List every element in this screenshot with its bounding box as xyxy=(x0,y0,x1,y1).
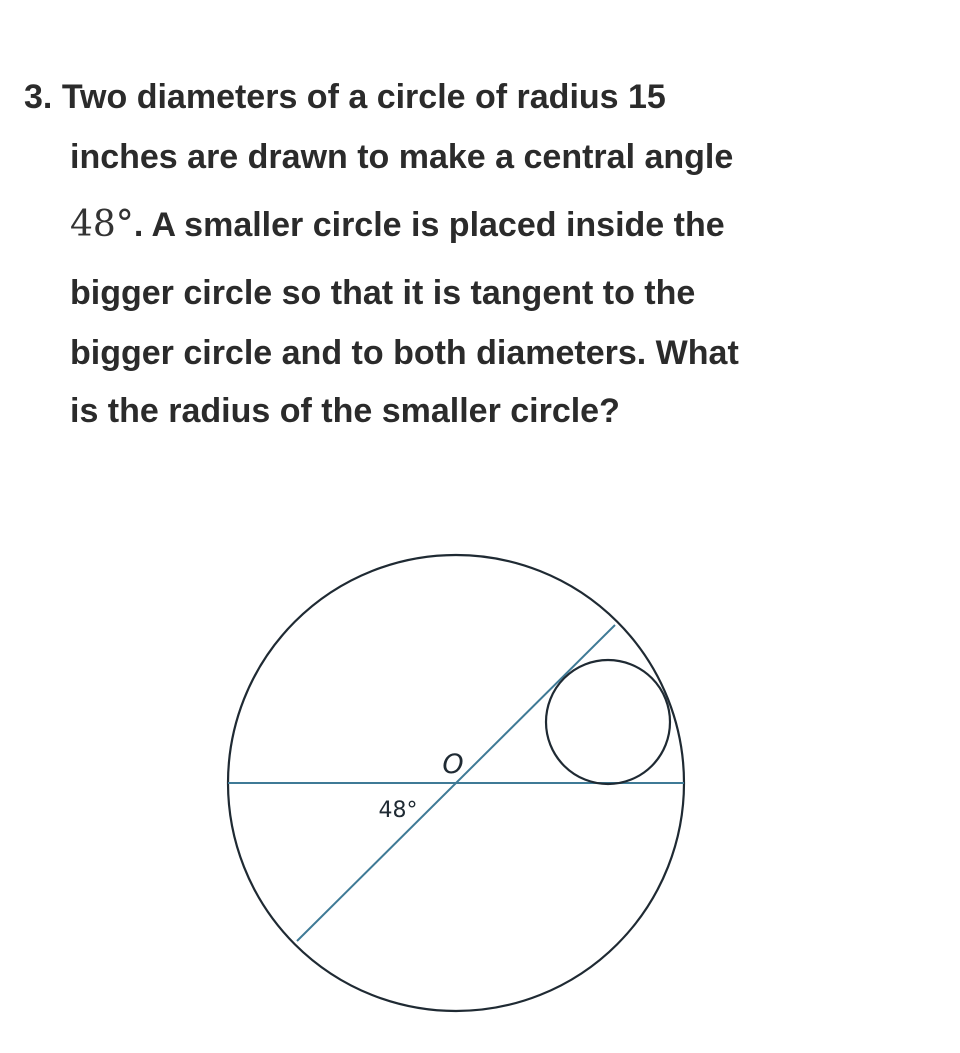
problem-text-line-2: inches are drawn to make a central angle xyxy=(70,138,734,176)
problem-text-line-3: . A smaller circle is placed inside the xyxy=(133,206,725,244)
problem-number: 3. xyxy=(24,78,53,116)
problem-text-line-5: bigger circle and to both diameters. What xyxy=(70,334,739,372)
center-label: O xyxy=(442,749,464,780)
small-circle xyxy=(546,660,670,784)
problem-text-line-6: is the radius of the smaller circle? xyxy=(70,392,620,430)
angle-math: 48° xyxy=(70,204,134,245)
problem-text-line-1: Two diameters of a circle of radius 15 xyxy=(61,78,666,116)
problem-text-line-4: bigger circle so that it is tangent to the xyxy=(70,274,696,312)
angle-label: 48° xyxy=(378,798,418,823)
